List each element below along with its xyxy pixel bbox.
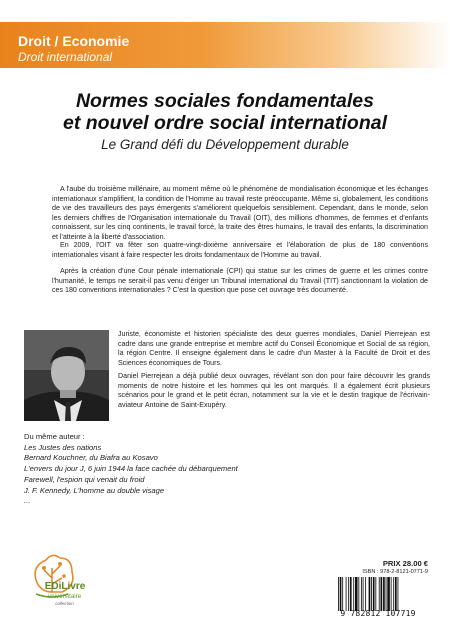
publisher-line-2: universitaire — [47, 593, 82, 600]
summary-paragraph: Après la création d'une Cour pénale internationale (CPI) qui statue sur les crimes de guerre et les crimes contre l'humanité, le temps ne serait-il pas venu d'ériger un Tribunal international du Travail (TIT) sanctionnant la violation de ces 180 conventions internationales ? C'est la question que pose cet ouvrage très documenté. — [52, 267, 428, 295]
publisher-name: EDiLivre — [44, 581, 86, 592]
book-title-line-2: et nouvel ordre social international — [63, 112, 387, 134]
summary-paragraph: A l'aube du troisième millénaire, au moment même où le phénomène de mondialisation économique et les échanges internationaux s'amplifient, la condition de l'Homme au travail reste préoccupante. Même si, globalement, les conditions de vie des travailleurs des pays émergents s'améliorent quelquefois sensiblement. Cependant, dans le monde, selon les derniers chiffres de l'Organisation internationale du Travail (OIT), des millions d'hommes, de femmes et d'enfants connaissent, sur les cinq continents, le travail forcé, la traite des êtres humains, le travail des enfants, la discrimination et l'atteinte à la liberté d'association. — [52, 185, 428, 241]
list-item: J. F. Kennedy, L'homme au double visage — [24, 485, 165, 495]
same-author-list — [24, 432, 324, 507]
subcategory-label: Droit international — [18, 50, 113, 64]
author-bio-paragraph: Daniel Pierrejean a déjà publié deux ouvrages, révélant son don pour faire découvrir les grands moments de notre histoire et les hommes qui les ont marqués. Il a également écrit plusieurs scénarios pour le grand et le petit écran, notamment sur la vie et le destin tragique de l'écrivain-aviateur Antoine de Saint-Exupéry. — [118, 372, 430, 409]
isbn-label: ISBN : 978-2-8121-0771-9 — [362, 569, 428, 575]
list-item: ... — [24, 496, 31, 506]
author-bio-paragraph: Juriste, économiste et historien spécialiste des deux guerres mondiales, Daniel Pierrejean est cadre dans une grande entreprise et membre actif du Conseil Économique et Social de sa région, la région Centre. Il enseigne également dans le cadre d'un Master à la Faculté de Droit et des Sciences économiques de Tours. — [118, 330, 430, 367]
category-label: Droit / Economie — [18, 33, 130, 49]
list-item: Farewell, l'espion qui venait du froid — [24, 474, 145, 484]
summary-paragraph: En 2009, l'OIT va fêter son quatre-vingt-dixième anniversaire et l'élaboration de plus de 180 conventions internationales visant à faire respecter les droits fondamentaux de l'Homme au travail. — [52, 241, 428, 259]
price-label: PRIX 28.00 € — [382, 559, 428, 568]
list-item: Bernard Kouchner, du Biafra au Kosavo — [24, 453, 158, 463]
book-title-line-1: Normes sociales fondamentales — [75, 90, 375, 112]
barcode-digits: 9 782812 107719 — [340, 609, 416, 618]
book-subtitle: Le Grand défi du Développement durable — [101, 137, 349, 152]
barcode — [336, 577, 428, 611]
publisher-line-3: collection — [55, 601, 74, 606]
author-photo — [24, 330, 109, 421]
same-author-heading: Du même auteur : — [24, 432, 85, 441]
list-item: L'envers du jour J, 6 juin 1944 la face cachée du débarquement — [24, 464, 238, 474]
list-item: Les Justes des nations — [24, 442, 102, 452]
